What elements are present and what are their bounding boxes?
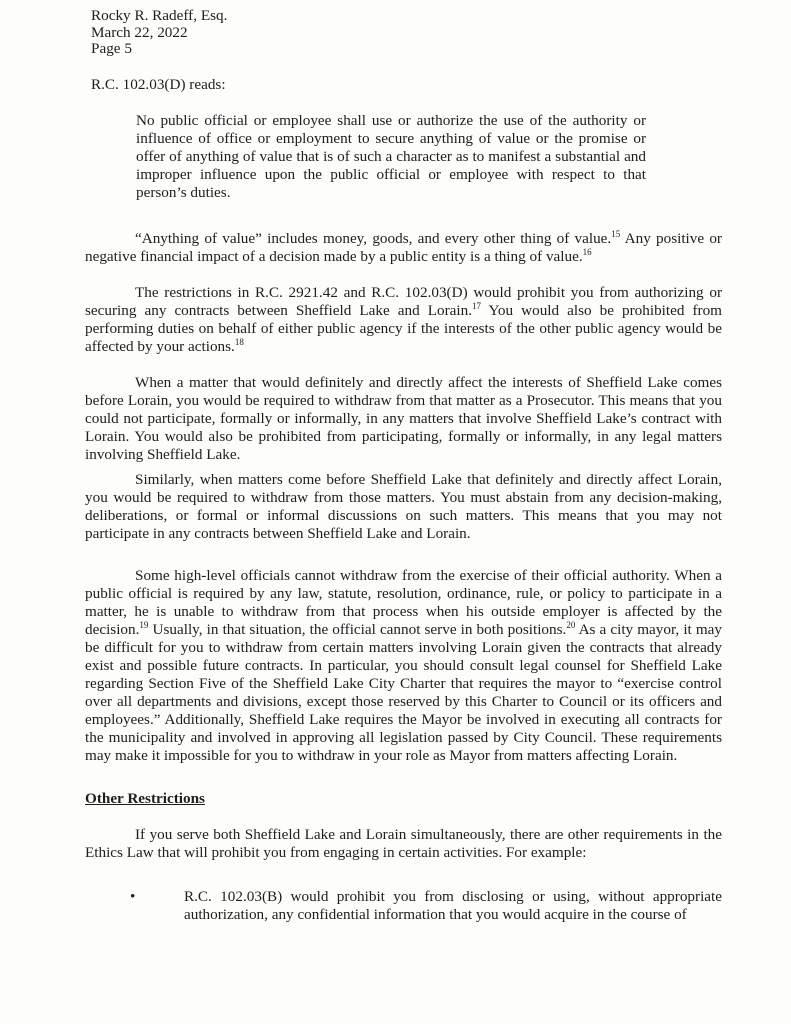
paragraph-matters-before-sheffield — [85, 471, 722, 543]
paragraph-text: The restrictions in R.C. 2921.42 and R.C. 102.03(D) would prohibit you from authorizing or securing any contracts between Sheffield Lake and Lorain. — [85, 284, 722, 319]
intro-line: R.C. 102.03(D) reads: — [91, 76, 226, 93]
paragraph-other-restrictions: If you serve both Sheffield Lake and Lorain simultaneously, there are other requirements in the Ethics Law that will prohibit you from engaging in certain activities. For example: — [85, 826, 722, 861]
recipient-name: Rocky R. Radeff, Esq. — [91, 7, 228, 24]
footnote-reference: 16 — [582, 247, 592, 257]
statute-block-quote: No public official or employee shall use or authorize the use of the authority or influence of office or employment to secure anything of value or the promise or offer of anything of value that is of such a character as to manifest a substantial and improper influence upon the public official or employee with respect to that person’s duties. — [136, 112, 646, 201]
page-number: Page 5 — [91, 40, 132, 57]
paragraph-text: Usually, in that situation, the official cannot serve in both positions. — [148, 621, 567, 638]
letter-header — [91, 8, 227, 58]
paragraph-restrictions — [85, 284, 722, 356]
footnote-reference: 20 — [566, 620, 576, 630]
paragraph-high-level-officials — [85, 567, 722, 765]
paragraph-text: When a matter that would definitely and directly affect the interests of Sheffield Lake comes before Lorain, you would be required to withdraw from that matter as a Prosecutor. This means that you could not participate, formally or informally, in any matters that involve Sheffield Lake’s contract with Lorain. You would also be prohibited from participating, formally or informally, in any legal matters involving Sheffield Lake. — [85, 374, 722, 463]
paragraph-matter-before-lorain — [85, 374, 722, 464]
paragraph-text: Similarly, when matters come before Sheffield Lake that definitely and directly affect Lorain, you would be required to withdraw from those matters. You must abstain from any decision-making, deliberations, or formal or informal discussions on such matters. This means that you may not participate in any contracts between Sheffield Lake and Lorain. — [85, 471, 722, 542]
paragraph-text: Some high-level officials cannot withdraw from the exercise of their official authority. When a public official is required by any law, statute, resolution, ordinance, rule, or policy to participate in a matter, he is unable to withdraw from that process when his outside employer is affected by the decision. — [85, 567, 722, 638]
section-heading: Other Restrictions — [85, 790, 205, 807]
bullet-marker: • — [130, 888, 136, 905]
footnote-reference: 17 — [472, 301, 481, 311]
footnote-reference: 15 — [611, 229, 621, 239]
paragraph-anything-of-value — [85, 230, 722, 266]
paragraph-text: Any positive or negative financial impact of a decision made by a public entity is a thing of value. — [85, 230, 722, 265]
paragraph-text: “Anything of value” includes money, goods, and every other thing of value. — [135, 230, 612, 247]
bullet-text: R.C. 102.03(B) would prohibit you from disclosing or using, without appropriate authorization, any confidential information that you would acquire in the course of — [184, 888, 722, 923]
paragraph-text: You would also be prohibited from performing duties on behalf of either public agency if the interests of the other public agency would be affected by your actions. — [85, 302, 722, 355]
letter-date: March 22, 2022 — [91, 23, 188, 41]
paragraph-text: As a city mayor, it may be difficult for you to withdraw from certain matters involving Lorain given the contracts that already exist and possible future contracts. In particular, you should consult legal counsel for Sheffield Lake regarding Section Five of the Sheffield Lake City Charter that requires the mayor to “exercise control over all departments and divisions, except those reserved by this Charter to Council or its officers and employees.” Additionally, Sheffield Lake requires the Mayor be involved in executing all contracts for the municipality and involved in approving all legislation passed by City Council. These requirements may make it impossible for you to withdraw in your role as Mayor from matters affecting Lorain. — [85, 621, 722, 764]
footnote-reference: 18 — [234, 337, 244, 347]
footnote-reference: 19 — [139, 620, 149, 630]
